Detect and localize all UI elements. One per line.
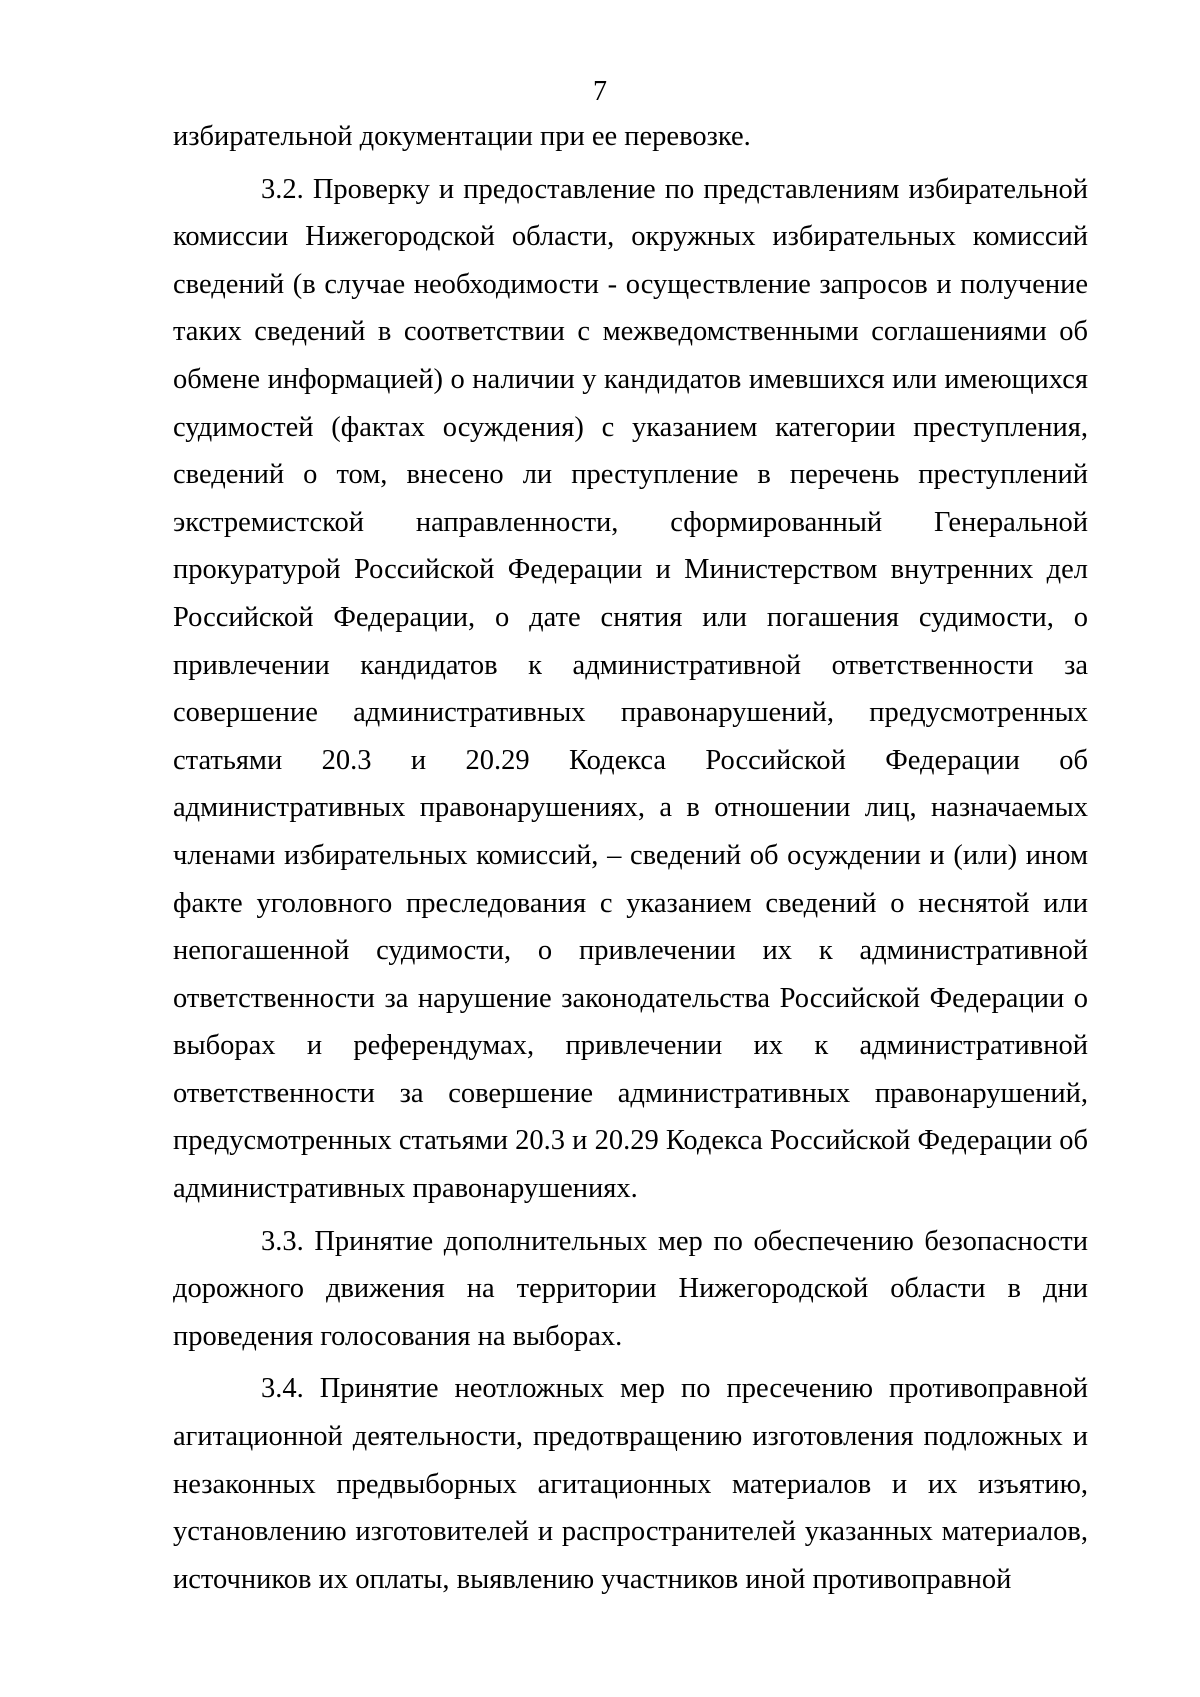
- document-body: [173, 113, 1088, 1603]
- page-number: 7: [593, 76, 607, 107]
- paragraph-item-3-3: 3.3. Принятие дополнительных мер по обеспечению безопасности дорожного движения на территории Нижегородской области в дни проведения голосования на выборах.: [173, 1225, 1088, 1352]
- paragraph-item-3-2: 3.2. Проверку и предоставление по представлениям избирательной комиссии Нижегородской области, окружных избирательных комиссий сведений (в случае необходимости - осуществление запросов и получение таких сведений в соответствии с межведомственными соглашениями об обмене информацией) о наличии у кандидатов имевшихся или имеющихся судимостей (фактах осуждения) с указанием категории преступления, сведений о том, внесено ли преступление в перечень преступлений экстремистской направленности, сформированный Генеральной прокуратурой Российской Федерации и Министерством внутренних дел Российской Федерации, о дате снятия или погашения судимости, о привлечении кандидатов к административной ответственности за совершение административных правонарушений, предусмотренных статьями 20.3 и 20.29 Кодекса Российской Федерации об административных правонарушениях, а в отношении лиц, назначаемых членами избирательных комиссий, – сведений об осуждении и (или) ином факте уголовного преследования с указанием сведений о неснятой или непогашенной судимости, о привлечении их к административной ответственности за нарушение законодательства Российской Федерации о выборах и референдумах, привлечении их к административной ответственности за совершение административных правонарушений, предусмотренных статьями 20.3 и 20.29 Кодекса Российской Федерации об административных правонарушениях.: [173, 173, 1088, 1205]
- paragraph-continuation: избирательной документации при ее перевозке.: [173, 121, 751, 152]
- paragraph-item-3-4: 3.4. Принятие неотложных мер по пресечению противоправной агитационной деятельности, предотвращению изготовления подложных и незаконных предвыборных агитационных материалов и их изъятию, установлению изготовителей и распространителей указанных материалов, источников их оплаты, выявлению участников иной противоправной: [173, 1373, 1088, 1595]
